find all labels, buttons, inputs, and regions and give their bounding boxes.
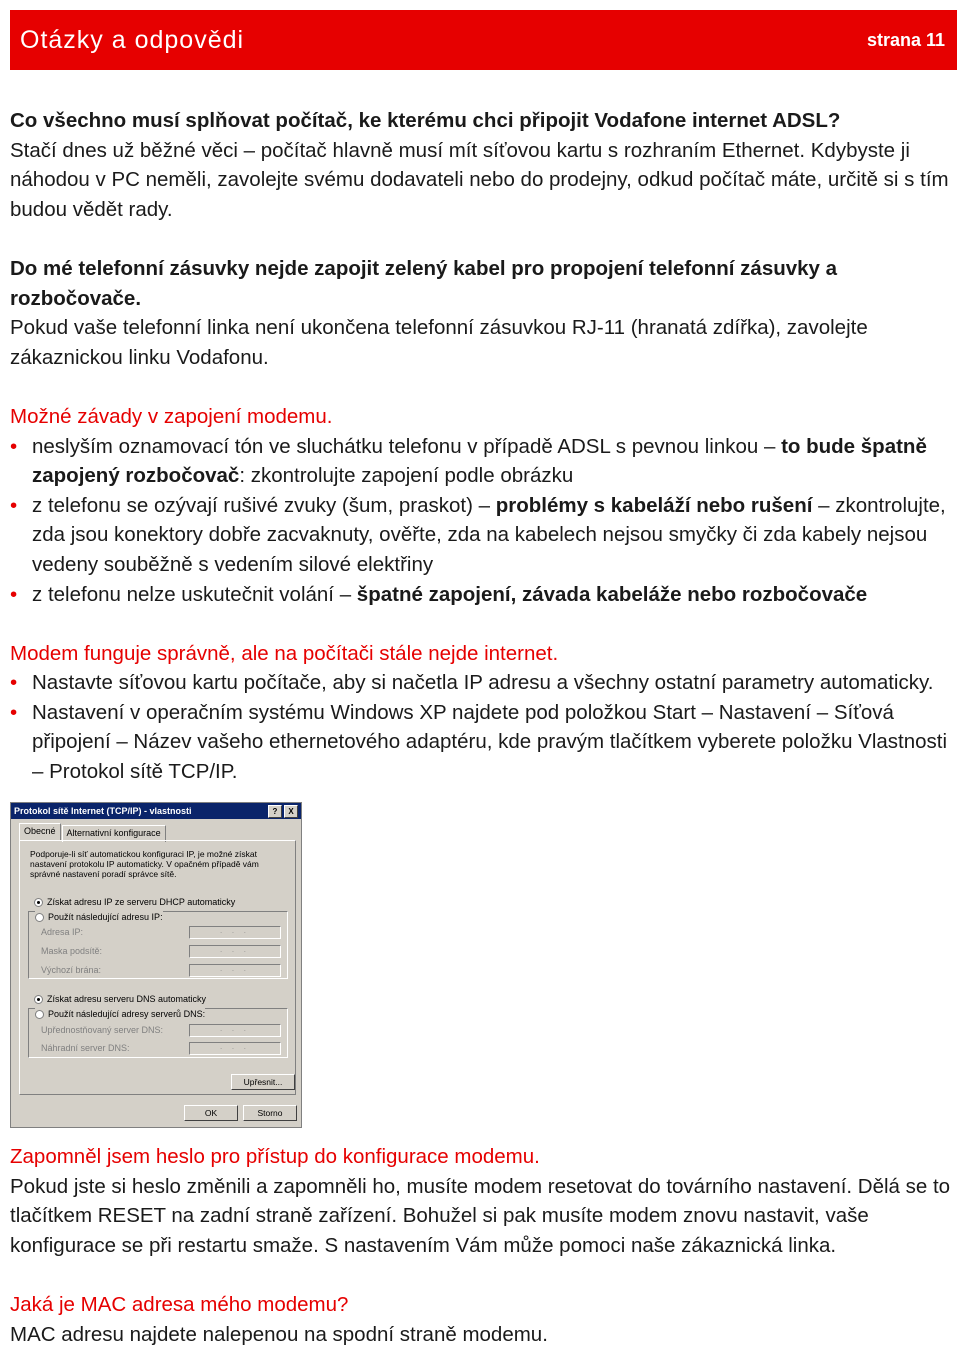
ip-group bbox=[28, 911, 288, 979]
tab-alternate[interactable]: Alternativní konfigurace bbox=[62, 825, 166, 842]
dialog-description: Podporuje-li síť automatickou konfiguraci IP, je možné získat nastavení protokolu IP automaticky. V opačném případě vám správné nastavení poradí správce sítě. bbox=[30, 849, 259, 879]
list-item: • Nastavení v operačním systému Windows XP najdete pod položkou Start – Nastavení – Síťová připojení – Název vašeho ethernetového adaptéru, kde pravým tlačítkem vyberete položku Vlastnosti – Protokol sítě TCP/IP. bbox=[10, 698, 955, 787]
dns-group bbox=[28, 1008, 288, 1058]
list-item: • z telefonu nelze uskutečnit volání – špatné zapojení, závada kabeláže nebo rozbočovače bbox=[10, 580, 955, 610]
answer-password: Pokud jste si heslo změnili a zapomněli ho, musíte modem resetovat do továrního nastavení. Dělá se to tlačítkem RESET na zadní straně zařízení. Bohužel si pak musíte modem znovu nastavit, vaše konfigurace se při restartu smaže. S nastavením Vám může pomoci naše zákaznická linka. bbox=[10, 1174, 951, 1257]
cancel-button[interactable]: Storno bbox=[243, 1105, 297, 1121]
ip-input[interactable]: . . . bbox=[189, 926, 281, 939]
fault-list bbox=[10, 432, 955, 610]
heading-password: Zapomněl jsem heslo pro přístup do konfigurace modemu. bbox=[10, 1145, 540, 1168]
radio-manual-ip[interactable]: Použít následující adresu IP: bbox=[35, 911, 163, 923]
dns2-input[interactable]: . . . bbox=[189, 1042, 281, 1055]
list-item: • neslyším oznamovací tón ve sluchátku telefonu v případě ADSL s pevnou linkou – to bude špatně zapojený rozbočovač: zkontrolujte zapojení podle obrázku bbox=[10, 432, 955, 491]
mask-input[interactable]: . . . bbox=[189, 945, 281, 958]
radio-dot bbox=[35, 1010, 44, 1019]
label-dns2: Náhradní server DNS: bbox=[41, 1043, 130, 1053]
faq-content bbox=[10, 106, 955, 787]
heading-internet: Modem funguje správně, ale na počítači stále nejde internet. bbox=[10, 641, 559, 665]
radio-dot bbox=[34, 995, 43, 1004]
answer-1: Stačí dnes už běžné věci – počítač hlavně musí mít síťovou kartu s rozhraním Ethernet. Kdybyste ji náhodou v PC neměli, zavolejte svému dodavateli nebo do prodejny, odkud počítač máte, určitě si s tím budou vědět rady. bbox=[10, 138, 949, 221]
heading-mac: Jaká je MAC adresa mého modemu? bbox=[10, 1292, 349, 1316]
radio-auto-ip[interactable]: Získat adresu IP ze serveru DHCP automaticky bbox=[34, 896, 235, 908]
gateway-input[interactable]: . . . bbox=[189, 964, 281, 977]
question-1: Co všechno musí splňovat počítač, ke kterému chci připojit Vodafone internet ADSL? bbox=[10, 109, 841, 132]
page-title: Otázky a odpovědi bbox=[20, 25, 245, 54]
heading-faults: Možné závady v zapojení modemu. bbox=[10, 404, 333, 428]
advanced-button[interactable]: Upřesnit... bbox=[231, 1074, 295, 1090]
internet-list bbox=[10, 668, 955, 786]
radio-manual-dns[interactable]: Použít následující adresy serverů DNS: bbox=[35, 1008, 205, 1020]
label-ip: Adresa IP: bbox=[41, 927, 84, 937]
faq-content-bottom bbox=[10, 1142, 955, 1349]
answer-mac: MAC adresu najdete nalepenou na spodní straně modemu. bbox=[10, 1322, 548, 1346]
page-header bbox=[10, 10, 957, 70]
dialog-title: Protokol sítě Internet (TCP/IP) - vlastnosti bbox=[14, 806, 192, 816]
tab-general[interactable]: Obecné bbox=[19, 823, 61, 840]
help-button[interactable]: ? bbox=[268, 805, 282, 818]
close-button[interactable]: X bbox=[284, 805, 298, 818]
label-mask: Maska podsítě: bbox=[41, 946, 103, 956]
page-number: strana 11 bbox=[866, 29, 945, 50]
tcpip-dialog bbox=[10, 802, 302, 1128]
radio-dot bbox=[35, 913, 44, 922]
radio-auto-dns[interactable]: Získat adresu serveru DNS automaticky bbox=[34, 993, 206, 1005]
answer-2: Pokud vaše telefonní linka není ukončena telefonní zásuvkou RJ-11 (hranatá zdířka), zavolejte zákaznickou linku Vodafonu. bbox=[10, 316, 868, 369]
tab-panel bbox=[19, 840, 296, 1095]
list-item: • Nastavte síťovou kartu počítače, aby si načetla IP adresu a všechny ostatní parametry automaticky. bbox=[10, 668, 955, 698]
list-item: • z telefonu se ozývají rušivé zvuky (šum, praskot) – problémy s kabeláží nebo rušení – zkontrolujte, zda jsou konektory dobře zacvaknuty, ověřte, zda na kabelech nejsou smyčky či zda kabely nejsou vedeny souběžně s vedením silové elektřiny bbox=[10, 491, 955, 580]
dialog-titlebar bbox=[11, 803, 301, 819]
dns1-input[interactable]: . . . bbox=[189, 1024, 281, 1037]
question-2: Do mé telefonní zásuvky nejde zapojit zelený kabel pro propojení telefonní zásuvky a rozbočovače. bbox=[10, 256, 838, 310]
ok-button[interactable]: OK bbox=[184, 1105, 238, 1121]
radio-dot bbox=[34, 898, 43, 907]
label-dns1: Upřednostňovaný server DNS: bbox=[41, 1025, 164, 1035]
label-gateway: Výchozí brána: bbox=[41, 965, 102, 975]
